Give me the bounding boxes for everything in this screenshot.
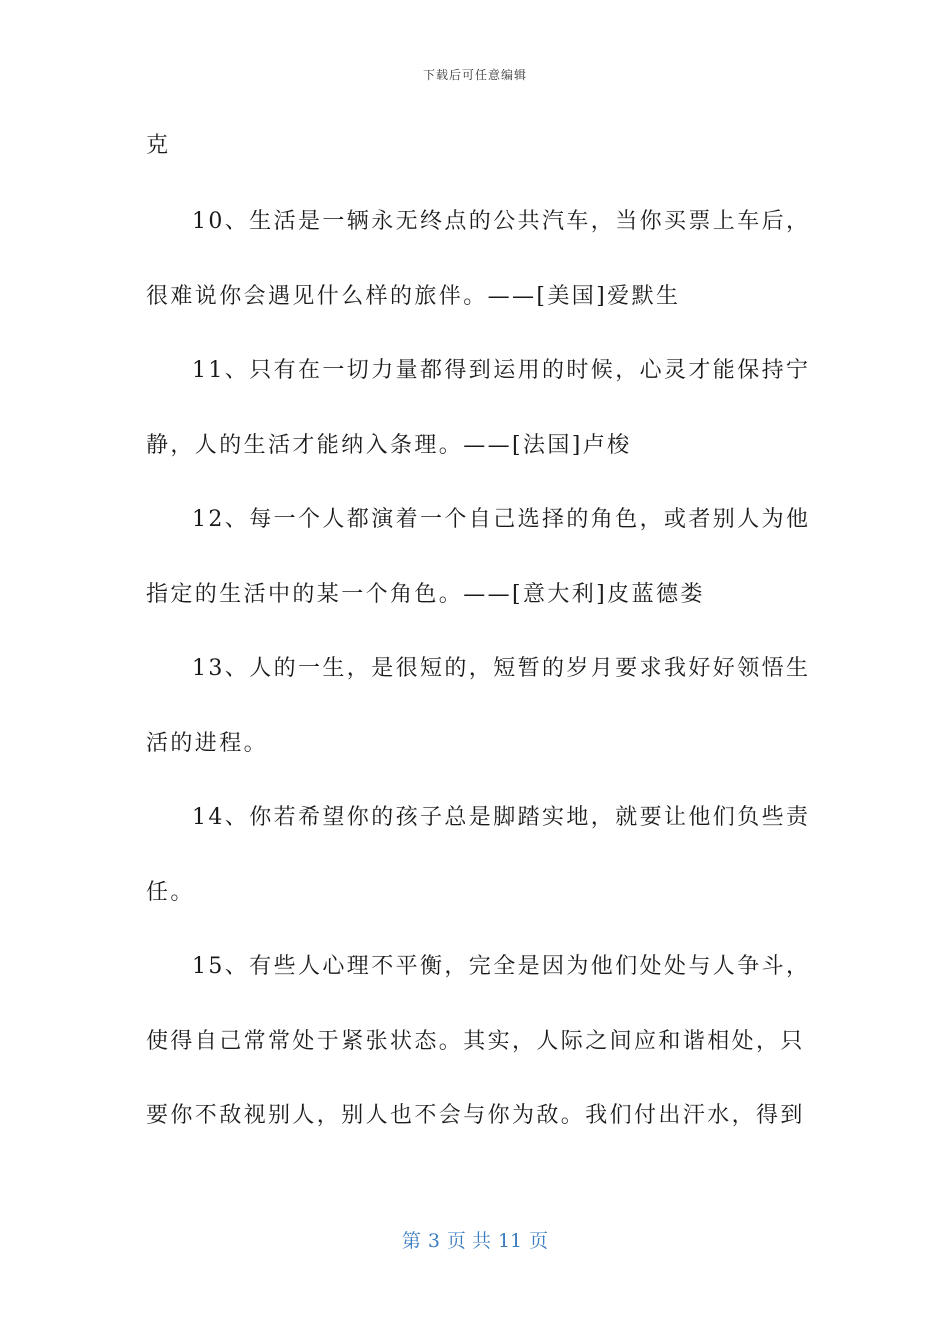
quote-15-line-1: 15、有些人心理不平衡，完全是因为他们处处与人争斗， bbox=[192, 954, 811, 979]
quote-14-line-1: 14、你若希望你的孩子总是脚踏实地，就要让他们负些责 bbox=[192, 805, 811, 830]
quote-10-line-1: 10、生活是一辆永无终点的公共汽车，当你买票上车后， bbox=[192, 209, 811, 234]
footer-prefix: 第 bbox=[401, 1230, 421, 1252]
quote-12-line-2: 指定的生活中的某一个角色。——[意大利]皮蓝德娄 bbox=[146, 582, 705, 607]
quote-13-line-2: 活的进程。 bbox=[146, 731, 269, 756]
quote-15-line-2: 使得自己常常处于紧张状态。其实，人际之间应和谐相处，只 bbox=[146, 1029, 805, 1054]
quote-15-line-3: 要你不敌视别人，别人也不会与你为敌。我们付出汗水，得到 bbox=[146, 1103, 805, 1128]
page-header: 下载后可任意编辑 bbox=[422, 68, 527, 82]
quote-13-line-1: 13、人的一生，是很短的，短暂的岁月要求我好好领悟生 bbox=[192, 656, 811, 681]
quote-10-line-2: 很难说你会遇见什么样的旅伴。——[美国]爱默生 bbox=[146, 284, 681, 309]
quote-14-line-2: 任。 bbox=[146, 880, 195, 905]
footer-middle: 页 共 bbox=[446, 1230, 491, 1252]
page-footer bbox=[0, 1226, 950, 1253]
quote-12-line-1: 12、每一个人都演着一个自己选择的角色，或者别人为他 bbox=[192, 507, 811, 532]
current-page-number: 3 bbox=[427, 1230, 440, 1252]
footer-suffix: 页 bbox=[529, 1230, 549, 1252]
quote-11-line-1: 11、只有在一切力量都得到运用的时候，心灵才能保持宁 bbox=[192, 358, 811, 383]
total-pages-number: 11 bbox=[497, 1230, 523, 1252]
text-line-continuation: 克 bbox=[146, 133, 171, 158]
quote-11-line-2: 静，人的生活才能纳入条理。——[法国]卢梭 bbox=[146, 433, 632, 458]
